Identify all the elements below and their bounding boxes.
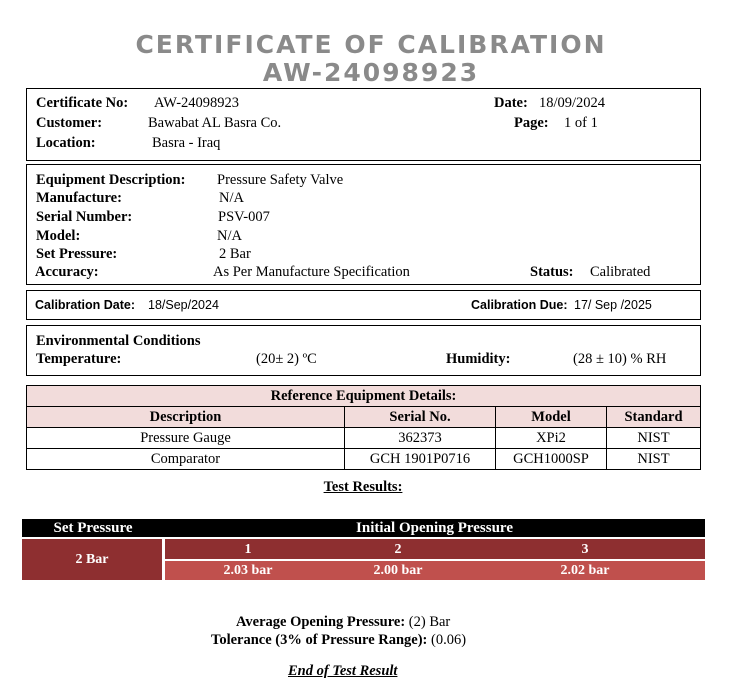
trial-value: 2.00 bar xyxy=(373,563,423,578)
average-opening-pressure xyxy=(236,613,450,631)
model-value: N/A xyxy=(217,228,242,244)
test-results-heading: Test Results: xyxy=(323,479,403,495)
column-header-description: Description xyxy=(27,407,345,428)
table-row xyxy=(27,449,701,470)
calibration-due-value: 17/ Sep /2025 xyxy=(574,298,652,312)
cell-standard: NIST xyxy=(607,428,701,449)
certificate-number-heading: AW-24098923 xyxy=(262,58,480,87)
calibration-date-label: Calibration Date: xyxy=(35,298,136,312)
column-header-standard: Standard xyxy=(607,407,701,428)
table-row xyxy=(27,428,701,449)
cell-standard: NIST xyxy=(607,449,701,470)
equipment-description-value: Pressure Safety Valve xyxy=(217,172,344,188)
cell-description: Comparator xyxy=(27,449,345,470)
average-value: (2) Bar xyxy=(408,614,451,630)
date-label: Date: xyxy=(494,95,528,111)
set-pressure-header: Set Pressure xyxy=(22,519,164,537)
temperature-label: Temperature: xyxy=(36,351,122,367)
trial-number: 3 xyxy=(581,542,589,557)
calibration-due-label: Calibration Due: xyxy=(471,298,568,312)
customer-value: Bawabat AL Basra Co. xyxy=(148,115,282,131)
serial-number-label: Serial Number: xyxy=(36,209,133,225)
manufacture-label: Manufacture: xyxy=(36,190,122,206)
cert-no-label: Certificate No: xyxy=(36,95,129,111)
set-pressure-value: 2 Bar xyxy=(219,246,251,262)
end-of-test-result: End of Test Result xyxy=(288,663,398,679)
humidity-value: (28 ± 10) % RH xyxy=(573,351,667,367)
equipment-description-label: Equipment Description: xyxy=(36,172,186,188)
initial-opening-header: Initial Opening Pressure xyxy=(164,519,705,537)
cell-serial: GCH 1901P0716 xyxy=(345,449,496,470)
cell-model: GCH1000SP xyxy=(496,449,607,470)
column-header-serial: Serial No. xyxy=(345,407,496,428)
location-label: Location: xyxy=(36,135,96,151)
calibration-date-value: 18/Sep/2024 xyxy=(148,298,219,312)
customer-label: Customer: xyxy=(36,115,103,131)
accuracy-value: As Per Manufacture Specification xyxy=(213,264,410,280)
set-pressure-label: Set Pressure: xyxy=(36,246,118,262)
cell-serial: 362373 xyxy=(345,428,496,449)
accuracy-label: Accuracy: xyxy=(35,264,99,280)
set-pressure-cell: 2 Bar xyxy=(22,539,162,580)
page-value: 1 of 1 xyxy=(564,115,598,131)
environment-heading: Environmental Conditions xyxy=(36,333,201,349)
model-label: Model: xyxy=(36,228,81,244)
cell-model: XPi2 xyxy=(496,428,607,449)
status-value: Calibrated xyxy=(590,264,651,280)
column-header-model: Model xyxy=(496,407,607,428)
trial-value: 2.02 bar xyxy=(560,563,610,578)
serial-number-value: PSV-007 xyxy=(218,209,270,225)
tolerance-label: Tolerance (3% of Pressure Range): xyxy=(211,632,428,648)
reference-equipment-table xyxy=(26,385,701,470)
temperature-value: (20± 2) ºC xyxy=(256,351,317,367)
manufacture-value: N/A xyxy=(219,190,244,206)
trial-number: 1 xyxy=(244,542,252,557)
tolerance xyxy=(211,631,466,649)
certificate-title: CERTIFICATE OF CALIBRATION xyxy=(135,30,607,59)
tolerance-value: (0.06) xyxy=(431,632,467,648)
location-value: Basra - Iraq xyxy=(152,135,221,151)
status-label: Status: xyxy=(530,264,574,280)
date-value: 18/09/2024 xyxy=(539,95,606,111)
cell-description: Pressure Gauge xyxy=(27,428,345,449)
cert-no-value: AW-24098923 xyxy=(154,95,240,111)
page-label: Page: xyxy=(514,115,549,131)
trial-number: 2 xyxy=(394,542,402,557)
average-label: Average Opening Pressure: xyxy=(236,614,406,630)
reference-heading: Reference Equipment Details: xyxy=(27,386,701,407)
trial-value: 2.03 bar xyxy=(223,563,273,578)
humidity-label: Humidity: xyxy=(446,351,511,367)
